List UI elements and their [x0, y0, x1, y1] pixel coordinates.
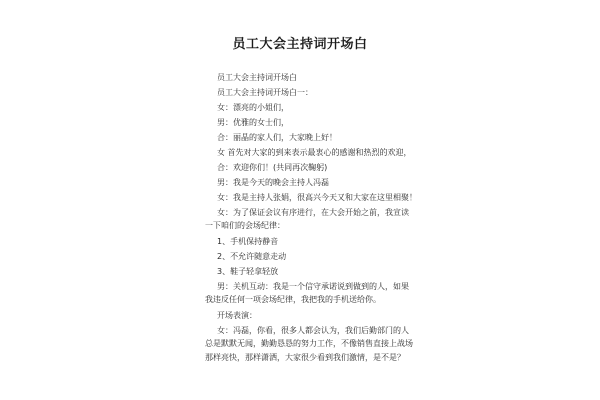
body-line: 总是默默无闻，勤勤恳恳的努力工作，不像销售直接上战场 — [205, 339, 413, 348]
body-line: 女：为了保证会议有序进行，在大会开始之前，我宣读 — [217, 208, 409, 217]
body-line: 男：关机互动：我是一个信守承诺说到做到的人，如果 — [217, 282, 409, 291]
body-line: 女：我是主持人张娟，很高兴今天又和大家在这里相聚！ — [217, 193, 417, 202]
body-line: 一下咱们的会场纪律： — [205, 221, 285, 230]
body-line: 员工大会主持词开场白 — [217, 73, 297, 82]
body-line: 1、手机保持静音 — [217, 237, 279, 246]
body-line: 女：漂亮的小姐们， — [217, 103, 289, 112]
body-line: 员工大会主持词开场白一： — [217, 88, 313, 97]
document-title: 员工大会主持词开场白 — [232, 37, 368, 52]
body-line: 我违反任何一项会场纪律，我把我的手机送给你。 — [205, 295, 381, 304]
body-line: 2、不允许随意走动 — [217, 252, 287, 261]
body-line: 开场表演： — [217, 311, 257, 320]
body-line: 男：优雅的女士们， — [217, 118, 289, 127]
body-line: 女 首先对大家的到来表示最衷心的感谢和热烈的欢迎， — [217, 148, 412, 157]
body-line: 男：我是今天的晚会主持人冯磊 — [217, 178, 329, 187]
body-line: 合：欢迎你们！(共同再次鞠躬) — [217, 163, 328, 172]
body-line: 3、鞋子轻拿轻放 — [217, 267, 279, 276]
body-line: 女：冯磊，你看，很多人都会认为，我们后勤部门的人 — [217, 326, 409, 335]
body-line: 那样亮快，那样潇洒，大家很少看到我们激情，是不是？ — [205, 353, 405, 362]
body-line: 合：丽晶的家人们，大家晚上好！ — [217, 133, 337, 142]
